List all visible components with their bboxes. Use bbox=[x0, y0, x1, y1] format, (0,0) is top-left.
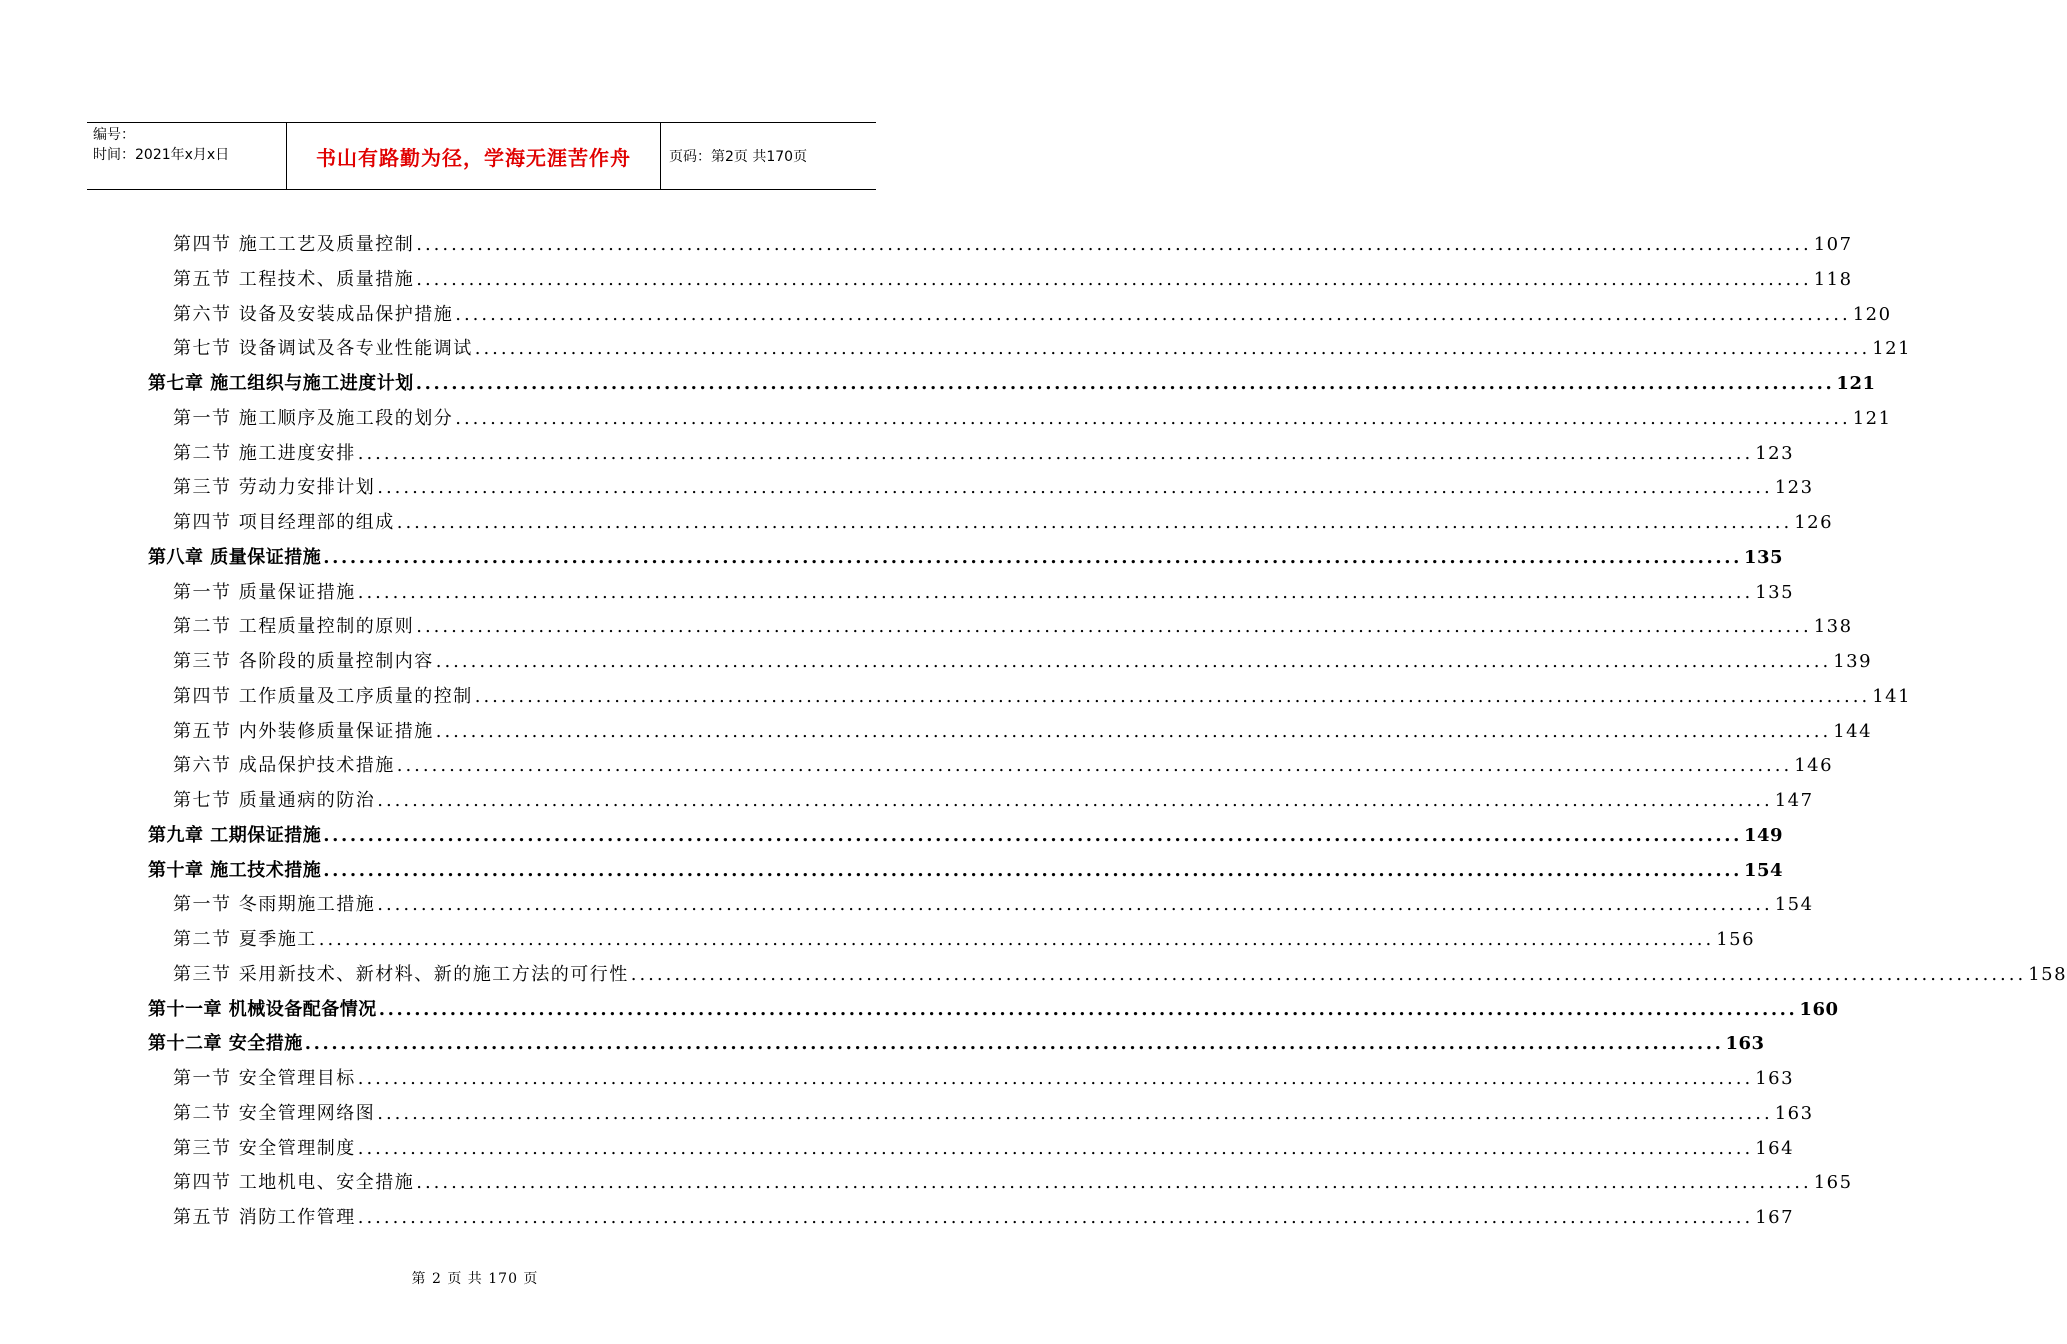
toc-entry-page: 167 bbox=[1755, 1207, 1795, 1228]
toc-section-entry[interactable] bbox=[148, 717, 1873, 752]
toc-leader-dots: ................................................................................................................................................................ bbox=[378, 998, 1798, 1020]
toc-chapter-entry[interactable] bbox=[148, 1029, 1765, 1064]
toc-entry-title: 第二节 夏季施工 bbox=[173, 929, 317, 950]
toc-entry-title: 第五节 消防工作管理 bbox=[173, 1207, 356, 1228]
toc-leader-dots: ................................................................................................................................................................ bbox=[416, 1172, 1812, 1194]
toc-entry-page: 138 bbox=[1813, 616, 1853, 638]
toc-entry-title: 第五节 工程技术、质量措施 bbox=[173, 268, 415, 290]
toc-entry-title: 第三节 安全管理制度 bbox=[173, 1137, 356, 1159]
toc-entry-page: 164 bbox=[1755, 1137, 1795, 1159]
toc-entry-title: 第四节 项目经理部的组成 bbox=[173, 512, 395, 533]
toc-leader-dots: ................................................................................................................................................................ bbox=[377, 894, 1773, 916]
toc-entry-page: 154 bbox=[1743, 859, 1784, 881]
toc-entry-page: 126 bbox=[1794, 512, 1834, 533]
toc-leader-dots: ................................................................................................................................................................ bbox=[377, 1102, 1773, 1124]
toc-entry-title: 第十一章 机械设备配备情况 bbox=[148, 998, 377, 1020]
toc-leader-dots: ................................................................................................................................................................ bbox=[357, 1068, 1754, 1089]
toc-section-entry[interactable] bbox=[148, 334, 1912, 369]
toc-entry-title: 第一节 质量保证措施 bbox=[173, 581, 356, 603]
header-page-info-cell bbox=[661, 123, 876, 189]
time-label: 时间：2021年x月x日 bbox=[93, 147, 230, 163]
toc-chapter-entry[interactable] bbox=[148, 543, 1784, 578]
toc-section-entry[interactable] bbox=[148, 751, 1834, 786]
toc-entry-page: 123 bbox=[1774, 477, 1814, 499]
toc-section-entry[interactable] bbox=[148, 265, 1853, 300]
toc-leader-dots: ................................................................................................................................................................ bbox=[357, 1207, 1754, 1228]
toc-section-entry[interactable] bbox=[148, 473, 1814, 508]
toc-entry-page: 156 bbox=[1716, 929, 1756, 950]
toc-entry-title: 第六节 成品保护技术措施 bbox=[173, 755, 395, 777]
toc-section-entry[interactable] bbox=[148, 612, 1853, 647]
toc-entry-title: 第七节 设备调试及各专业性能调试 bbox=[173, 338, 473, 360]
toc-leader-dots: ................................................................................................................................................................ bbox=[455, 407, 1851, 429]
header-page-info: 页码：第2页 共170页 bbox=[669, 149, 808, 165]
toc-leader-dots: ................................................................................................................................................................ bbox=[474, 685, 1871, 707]
toc-entry-title: 第一节 冬雨期施工措施 bbox=[173, 894, 376, 916]
toc-section-entry[interactable] bbox=[148, 786, 1814, 821]
toc-leader-dots: ................................................................................................................................................................ bbox=[396, 755, 1793, 777]
toc-leader-dots: ................................................................................................................................................................ bbox=[455, 303, 1851, 325]
toc-entry-page: 120 bbox=[1852, 303, 1892, 325]
toc-section-entry[interactable] bbox=[148, 1134, 1795, 1169]
toc-section-entry[interactable] bbox=[148, 1099, 1814, 1134]
toc-section-entry[interactable] bbox=[148, 300, 1892, 335]
toc-entry-title: 第三节 劳动力安排计划 bbox=[173, 477, 376, 499]
toc-entry-title: 第八章 质量保证措施 bbox=[148, 546, 322, 568]
toc-entry-page: 118 bbox=[1813, 268, 1853, 290]
toc-leader-dots: ................................................................................................................................................................ bbox=[435, 720, 1832, 742]
toc-entry-page: 147 bbox=[1774, 790, 1814, 811]
toc-entry-page: 154 bbox=[1774, 894, 1814, 916]
toc-entry-page: 121 bbox=[1872, 338, 1912, 360]
toc-leader-dots: ................................................................................................................................................................ bbox=[357, 442, 1754, 464]
toc-leader-dots: ................................................................................................................................................................ bbox=[323, 546, 1742, 568]
toc-entry-page: 144 bbox=[1833, 720, 1873, 742]
toc-entry-title: 第六节 设备及安装成品保护措施 bbox=[173, 303, 454, 325]
toc-section-entry[interactable] bbox=[148, 230, 1853, 265]
toc-entry-title: 第一节 安全管理目标 bbox=[173, 1068, 356, 1089]
toc-section-entry[interactable] bbox=[148, 439, 1795, 474]
toc-leader-dots: ................................................................................................................................................................ bbox=[416, 234, 1812, 255]
header-motto-cell bbox=[287, 123, 661, 189]
toc-leader-dots: ................................................................................................................................................................ bbox=[377, 790, 1773, 811]
toc-entry-title: 第四节 工作质量及工序质量的控制 bbox=[173, 685, 473, 707]
toc-leader-dots: ................................................................................................................................................................ bbox=[304, 1033, 1724, 1055]
toc-entry-page: 163 bbox=[1774, 1102, 1814, 1124]
toc-leader-dots: ................................................................................................................................................................ bbox=[396, 512, 1793, 533]
toc-entry-page: 163 bbox=[1755, 1068, 1795, 1089]
toc-chapter-entry[interactable] bbox=[148, 995, 1839, 1030]
toc-entry-page: 121 bbox=[1852, 407, 1892, 429]
toc-entry-title: 第二节 施工进度安排 bbox=[173, 442, 356, 464]
toc-entry-page: 160 bbox=[1799, 998, 1839, 1020]
toc-entry-page: 141 bbox=[1872, 685, 1912, 707]
toc-section-entry[interactable] bbox=[148, 1203, 1795, 1238]
toc-entry-page: 135 bbox=[1755, 581, 1795, 603]
toc-entry-title: 第九章 工期保证措施 bbox=[148, 824, 322, 846]
toc-section-entry[interactable] bbox=[148, 647, 1873, 682]
toc-entry-title: 第二节 工程质量控制的原则 bbox=[173, 616, 415, 638]
toc-entry-title: 第七章 施工组织与施工进度计划 bbox=[148, 373, 414, 394]
toc-entry-title: 第三节 采用新技术、新材料、新的施工方法的可行性 bbox=[173, 963, 629, 985]
toc-entry-page: 123 bbox=[1755, 442, 1795, 464]
toc-section-entry[interactable] bbox=[148, 508, 1834, 543]
number-label: 编号： bbox=[93, 127, 135, 143]
toc-entry-page: 149 bbox=[1743, 824, 1784, 846]
toc-entry-page: 146 bbox=[1794, 755, 1834, 777]
toc-leader-dots: ................................................................................................................................................................ bbox=[415, 373, 1835, 394]
toc-entry-title: 第二节 安全管理网络图 bbox=[173, 1102, 376, 1124]
toc-leader-dots: ................................................................................................................................................................ bbox=[323, 824, 1742, 846]
toc-entry-title: 第四节 工地机电、安全措施 bbox=[173, 1172, 415, 1194]
toc-chapter-entry[interactable] bbox=[148, 856, 1784, 891]
toc-section-entry[interactable] bbox=[148, 578, 1795, 613]
toc-entry-title: 第十章 施工技术措施 bbox=[148, 859, 322, 881]
toc-leader-dots: ................................................................................................................................................................ bbox=[377, 477, 1773, 499]
toc-section-entry[interactable] bbox=[148, 1064, 1795, 1099]
toc-section-entry[interactable] bbox=[148, 890, 1814, 925]
toc-entry-page: 121 bbox=[1836, 373, 1876, 394]
toc-entry-title: 第五节 内外装修质量保证措施 bbox=[173, 720, 434, 742]
toc-entry-page: 107 bbox=[1813, 234, 1853, 255]
toc-leader-dots: ................................................................................................................................................................ bbox=[357, 1137, 1754, 1159]
toc-entry-page: 135 bbox=[1743, 546, 1784, 568]
toc-entry-page: 158 bbox=[2028, 963, 2067, 985]
toc-chapter-entry[interactable] bbox=[148, 369, 1876, 404]
toc-entry-title: 第十二章 安全措施 bbox=[148, 1033, 303, 1055]
toc-leader-dots: ................................................................................................................................................................ bbox=[416, 268, 1812, 290]
toc-entry-title: 第四节 施工工艺及质量控制 bbox=[173, 234, 415, 255]
toc-leader-dots: ................................................................................................................................................................ bbox=[416, 616, 1812, 638]
toc-entry-page: 163 bbox=[1725, 1033, 1765, 1055]
toc-leader-dots: ................................................................................................................................................................ bbox=[357, 581, 1754, 603]
toc-leader-dots: ................................................................................................................................................................ bbox=[323, 859, 1742, 881]
header-left-cell bbox=[87, 123, 287, 189]
toc-section-entry[interactable] bbox=[148, 960, 2067, 995]
page-header bbox=[87, 122, 876, 190]
table-of-contents bbox=[148, 230, 2067, 1238]
toc-entry-title: 第七节 质量通病的防治 bbox=[173, 790, 376, 811]
toc-leader-dots: ................................................................................................................................................................ bbox=[435, 651, 1832, 672]
toc-leader-dots: ................................................................................................................................................................ bbox=[630, 963, 2027, 985]
toc-section-entry[interactable] bbox=[148, 682, 1912, 717]
toc-entry-page: 139 bbox=[1833, 651, 1873, 672]
toc-entry-page: 165 bbox=[1813, 1172, 1853, 1194]
toc-entry-title: 第三节 各阶段的质量控制内容 bbox=[173, 651, 434, 672]
page-footer: 第 2 页 共 170 页 bbox=[411, 1271, 539, 1287]
motto-text: 书山有路勤为径，学海无涯苦作舟 bbox=[316, 145, 631, 170]
toc-section-entry[interactable] bbox=[148, 404, 1892, 439]
toc-chapter-entry[interactable] bbox=[148, 821, 1784, 856]
toc-entry-title: 第一节 施工顺序及施工段的划分 bbox=[173, 407, 454, 429]
toc-section-entry[interactable] bbox=[148, 1168, 1853, 1203]
toc-leader-dots: ................................................................................................................................................................ bbox=[474, 338, 1871, 360]
toc-section-entry[interactable] bbox=[148, 925, 1756, 960]
toc-leader-dots: ................................................................................................................................................................ bbox=[318, 929, 1715, 950]
